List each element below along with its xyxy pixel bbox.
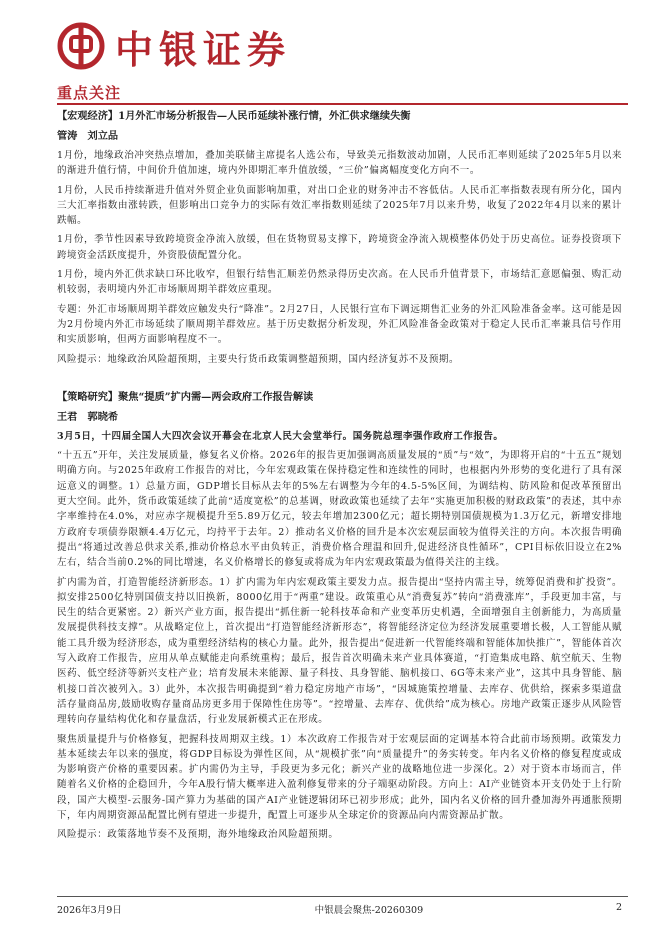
paragraph: 1月份，境内外汇供求缺口环比收窄，但银行结售汇顺差仍然录得历史次高。在人民币升值背景下，市场结汇意愿偏强、购汇动机较弱，表明境内外汇市场顺周期羊群效应重现。 (57, 269, 622, 296)
page-number: 2 (615, 902, 622, 913)
section-divider (57, 103, 628, 105)
paragraph: 1月份，人民币持续渐进升值对外贸企业负面影响加重，对出口企业的财务冲击不容低估。人民币汇率指数表现有所分化，国内三大汇率指数由涨转跌，但影响出口竞争力的实际有效汇率指数则延续了2025年7月以来升势，收复了2022年4月以来的累计跌幅。 (57, 184, 622, 227)
page-footer (57, 902, 622, 916)
paragraph: 1月份，地缘政治冲突热点增加，叠加美联储主席提名人选公布，导致美元指数波动加剧，人民币汇率则延续了2025年5月以来的渐进升值行情，中间价升值加速，境内外即期汇率升值放缓，“三价”偏离幅度变化方向不一。 (57, 150, 622, 177)
footer-divider (57, 896, 628, 897)
lead-paragraph: 3月5日，十四届全国人大四次会议开幕会在北京人民大会堂举行。国务院总理李强作政府工作报告。 (57, 430, 504, 442)
brand-logo (57, 16, 291, 76)
article-title-macro: 【宏观经济】1月外汇市场分析报告—人民币延续补涨行情，外汇供求继续失衡 (57, 110, 411, 122)
paragraph: 1月份，季节性因素导致跨境资金净流入放缓，但在货物贸易支撑下，跨境资金净流入规模整体仍处于历史高位。证券投资项下跨境资金活跃度提升，外资股债配置分化。 (57, 234, 622, 261)
brand-name: 中银证券 (115, 27, 292, 72)
article-authors-strategy: 王君 郭晓希 (57, 410, 119, 423)
article-authors-macro: 管涛 刘立品 (57, 130, 119, 142)
section-title: 重点关注 (57, 84, 122, 102)
footer-doc-name: 中银晨会聚焦-20260309 (314, 905, 424, 916)
paragraph: 聚焦质量提升与价格修复，把握科技周期双主线。1）本次政府工作报告对于宏观层面的定调基本符合此前市场预期。政策发力基本延续去年以来的强度，将GDP目标设为弹性区间，从“规模扩张”向“质量提升”的务实转变。年内名义价格的修复程度或成为影响资产价格的重要因素。扩内需仍为主导，手段更为多元化；新兴产业的战略地位进一步深化。2）对于资本市场而言，伴随着名义价格的企稳回升，今年A股行情大概率进入盈利修复带来的分子端驱动阶段。方向上：AI产业链资本开支仍处于上行阶段，国产大模型-云服务-国产算力为基础的国产AI产业链逻辑闭环已初步形成；此外，国内名义价格的回升叠加海外再通胀预期下，年内周期资源品配置比例有望进一步提升，配置上可逐步从全球定价的资源品向内需资源品扩散。 (57, 733, 622, 821)
risk-note: 风险提示：地缘政治风险超预期，主要央行货币政策调整超预期，国内经济复苏不及预期。 (57, 353, 460, 365)
footer-date: 2026年3月9日 (57, 905, 122, 916)
paragraph: 扩内需为首，打造智能经济新形态。1）扩内需为年内宏观政策主要发力点。报告提出“坚持内需主导，统筹促消费和扩投资”。拟安排2500亿特别国债支持以旧换新，8000亿用于“两重”建设。政策重心从“消费复苏”转向“消费涨库”，手段更加丰富，与民生的结合更紧密。2）新兴产业方面，报告提出“抓住新一轮科技革命和产业变革历史机遇，全面增强自主创新能力，为高质量发展提供科技支撑”。从战略定位上，首次提出“打造智能经济新形态”，将智能经济定位为经济发展重要增长极，人工智能从赋能工具升级为经济形态，成为重塑经济结构的核心力量。此外，报告提出“促进新一代智能终端和智能体加快推广”，智能体首次写入政府工作报告，应用从单点赋能走向系统重构；最后，报告首次明确未来产业具体赛道，“打造集成电路、航空航天、生物医药、低空经济等新兴支柱产业；培育发展未来能源、量子科技、具身智能、脑机接口、6G等未来产业”，这其中具身智能、脑机接口首次被列入。3）此外，本次报告明确提到“着力稳定房地产市场”，“因城施策控增量、去库存、优供给，探索多渠道盘活存量商品房,鼓励收购存量商品房更多用于保障性住房等”。“控增量、去库存、优供给”成为核心。房地产政策正逐步从风险管理转向存量结构优化和存量盘活，行业发展新模式正在形成。 (57, 576, 622, 726)
risk-note: 风险提示：政策落地节奏不及预期，海外地缘政治风险超预期。 (57, 829, 339, 841)
paragraph: “十五五”开年，关注发展质量，修复名义价格。2026年的报告更加强调高质量发展的“质”与“效”，为即将开启的“十五五”规划明确方向。与2025年政府工作报告的对比，今年宏观政策在保持稳定性和连续性的同时，也根据内外形势的变化进行了具有深远意义的调整。1）总量方面，GDP增长目标从去年的5%左右调整为今年的4.5-5%区间，为调结构、防风险和促改革预留出更大空间。此外，货币政策延续了此前“适度宽松”的总基调，财政政策也延续了去年“实施更加积极的财政政策”的表述，其中赤字率维持在4.0%，对应赤字规模提升至5.89万亿元，较去年增加2300亿元；超长期特别国债规模为1.3万亿元，新增安排地方政府专项债券限额4.4万亿元，均持平于去年。2）推动名义价格的回升是本次宏观层面较为值得关注的方向。本次报告明确提出“将通过改善总供求关系,推动价格总水平由负转正，消费价格合理温和回升,促进经济良性循环”，CPI目标依旧设立在2%左右，结合当前0.2%的同比增速，名义价格增长的修复或将成为年内宏观政策最为值得关注的主线。 (57, 450, 622, 569)
main-content (57, 108, 622, 843)
article-title-strategy: 【策略研究】聚焦“提质”扩内需—两会政府工作报告解读 (57, 390, 314, 403)
paragraph: 专题：外汇市场顺周期羊群效应触发央行“降准”。2月27日，人民银行宣布下调远期售汇业务的外汇风险准备金率。这可能是因为2月份境内外汇市场延续了顺周期羊群效应。基于历史数据分析发现，外汇风险准备金政策对于稳定人民币汇率兼具信号作用和实质影响，但两方面影响程度不一。 (57, 303, 622, 346)
bank-of-china-logo-icon (57, 22, 105, 70)
